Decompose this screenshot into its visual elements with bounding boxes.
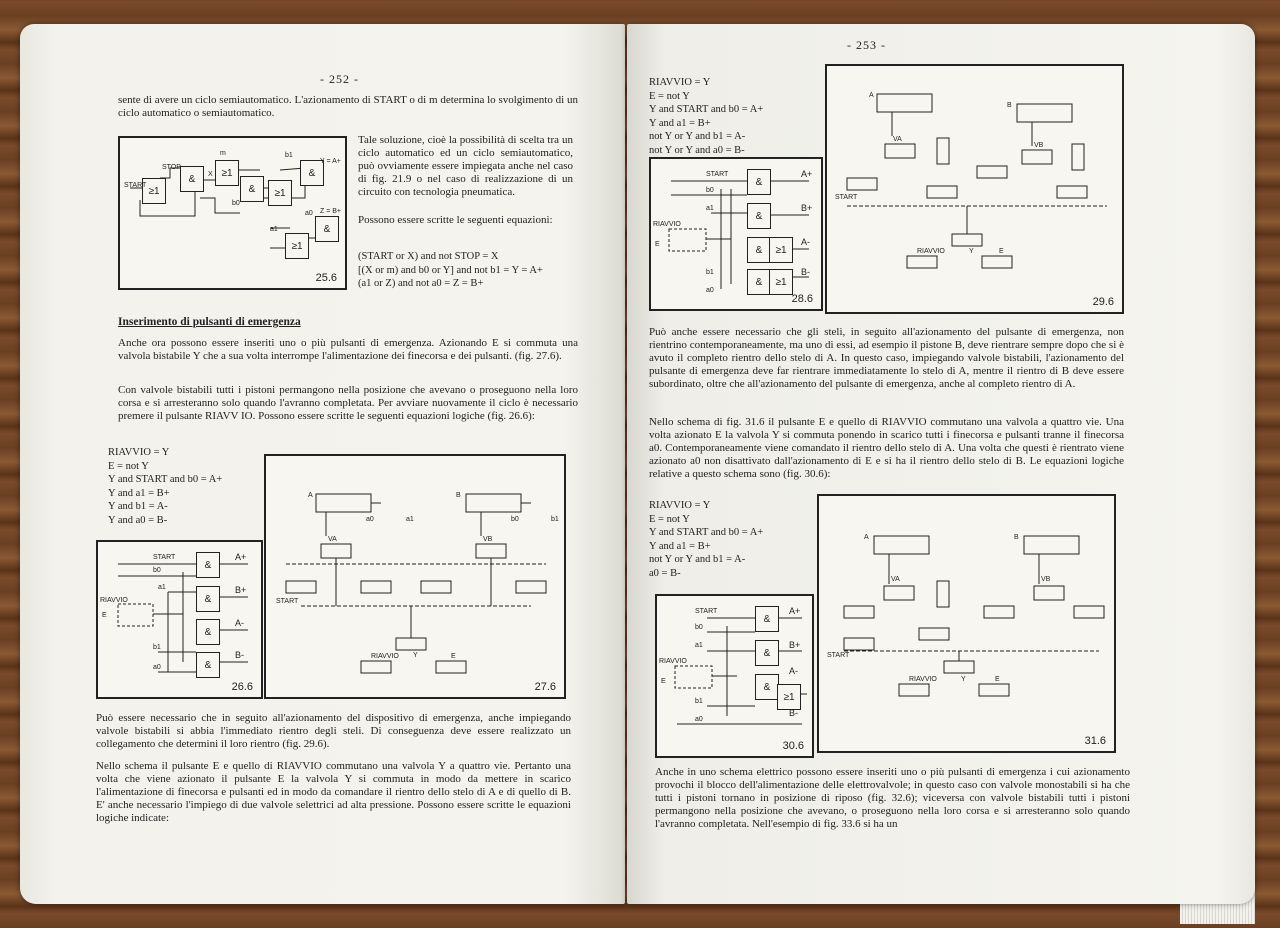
figure-26-6: [96, 540, 263, 699]
and-gate: &: [315, 216, 339, 242]
figure-label: 28.6: [791, 293, 813, 305]
button-label: START: [827, 652, 850, 659]
signal-label: a1: [695, 642, 703, 649]
intro-text: sente di avere un ciclo semiautomatico. L'azionamento di START o di m determina lo svolgimento di un ciclo automatico o semiautomatico.: [118, 94, 578, 119]
signal-label: E: [102, 612, 107, 619]
equations-list: [108, 446, 268, 527]
equation: E = not Y: [649, 90, 690, 102]
figure-label: 30.6: [782, 740, 804, 752]
pneumatic-diagram-29-6: [827, 66, 1122, 312]
or-gate: ≥1: [777, 684, 801, 710]
output-label: Y = A+: [320, 158, 341, 165]
cylinder-label: A: [308, 492, 313, 499]
equation: not Y or Y and b1 = A-: [649, 554, 746, 565]
paragraph-3: Può essere necessario che in seguito all'azionamento del dispositivo di emergenza, anche impiegando valvole bistabili si abbia l'immediato rientro degli steli. Di conseguenza deve essere realizzato un collegamento che determini il loro rientro (fig. 29.6).: [96, 712, 571, 750]
button-label: RIAVVIO: [917, 248, 945, 255]
signal-label: b1: [285, 152, 293, 159]
equation: Y and START and b0 = A+: [649, 104, 764, 115]
paragraph-4: Nello schema il pulsante E e quello di RIAVVIO commutano una valvola Y a quattro vie. Pertanto una volta che viene azionato il pulsante E la valvola Y si commuta in modo da mettere in scarico l'alimentazione di finecorsa e pulsanti ed in modo da comandare il rientro dello stelo di A e di quello di B. E' anche necessario l'impiego di due valvole selettrici ad alta pressione. Possono essere scritte le equazioni logiche indicate:: [96, 760, 571, 824]
equation: (START or X) and not STOP = X: [358, 251, 499, 262]
paragraph-1: Può anche essere necessario che gli steli, in seguito all'azionamento del pulsante di emergenza, non rientrino contemporaneamente, ma uno di essi, ad esempio il pistone B, deve rientrare sempre dopo che si è avuto il completo rientro dello stelo di A. In questo caso, impiegando valvole bistabili, l'azionamento del pulsante di emergenza deve far rientrare immediatamente lo stelo di A, mentre il rientro di B deve essere subordinato, oltre che all'azionamento del pulsante di emergenza, anche al completo rientro di A.: [649, 326, 1124, 390]
and-gate: &: [240, 176, 264, 202]
sensor-label: b0: [511, 516, 519, 523]
and-gate: &: [196, 652, 220, 678]
output-label: B+: [789, 640, 801, 650]
signal-label: b1: [695, 698, 703, 705]
equation: Y and a0 = B-: [108, 514, 168, 526]
cylinder-label: B: [1007, 102, 1012, 109]
valve-label: VB: [1034, 142, 1044, 149]
equation: a0 = B-: [649, 567, 681, 579]
signal-label: START: [153, 554, 176, 561]
output-label: B+: [801, 203, 813, 213]
figure-28-6: [649, 157, 823, 311]
and-gate: &: [747, 203, 771, 229]
and-gate: &: [196, 619, 220, 645]
and-gate: &: [196, 552, 220, 578]
and-gate: &: [747, 237, 771, 263]
figure-29-6: [825, 64, 1124, 314]
equations-top: [358, 250, 578, 291]
or-gate: ≥1: [142, 178, 166, 204]
paragraph-1: Anche ora possono essere inseriti uno o più pulsanti di emergenza. Azionando E si commuta una valvola bistabile Y che a sua volta interrompe l'alimentazione dei finecorsa e dei pulsanti. (fig. 27.6).: [118, 337, 578, 362]
output-label: Z = B+: [320, 208, 342, 215]
valve-label: Y: [413, 652, 418, 659]
output-label: A+: [801, 169, 813, 179]
and-gate: &: [196, 586, 220, 612]
signal-label: START: [706, 171, 729, 178]
signal-label: b0: [695, 624, 703, 631]
right-page: [627, 24, 1255, 904]
signal-label: b0: [232, 200, 240, 207]
equation: Y and a1 = B+: [649, 117, 711, 129]
signal-label: a0: [706, 287, 714, 294]
cylinder-label: A: [864, 534, 869, 541]
button-label: RIAVVIO: [371, 653, 399, 660]
output-label: B-: [789, 708, 798, 718]
side-text-2: Possono essere scritte le seguenti equazioni:: [358, 214, 553, 226]
equation: Y and START and b0 = A+: [649, 527, 764, 538]
and-gate: &: [180, 166, 204, 192]
and-gate: &: [747, 169, 771, 195]
signal-label: a0: [153, 664, 161, 671]
figure-label: 29.6: [1092, 296, 1114, 308]
sensor-label: a1: [406, 516, 414, 523]
equation: Y and a1 = B+: [649, 540, 711, 552]
figure-25-6: [118, 136, 347, 290]
signal-label: a1: [270, 226, 278, 233]
figure-30-6: [655, 594, 814, 758]
figure-label: 26.6: [231, 681, 253, 693]
cylinder-label: B: [456, 492, 461, 499]
signal-label: a1: [706, 205, 714, 212]
or-gate: ≥1: [769, 237, 793, 263]
figure-label: 27.6: [534, 681, 556, 693]
equation: RIAVVIO = Y: [649, 77, 711, 88]
equation: (a1 or Z) and not a0 = Z = B+: [358, 278, 484, 289]
and-gate: &: [755, 674, 779, 700]
or-gate: ≥1: [215, 160, 239, 186]
sensor-label: b1: [551, 516, 559, 523]
paragraph-2: Con valvole bistabili tutti i pistoni permangono nella posizione che avevano o proseguono nella loro corsa e si arresteranno solo quando l'avranno completata. Per avviare nuovamente il ciclo è necessario premere il pulsante RIAVV IO. Possono essere scritte le seguenti equazioni logiche (fig. 26.6):: [118, 384, 578, 422]
valve-label: VB: [483, 536, 493, 543]
signal-label: X: [208, 171, 213, 178]
signal-label: START: [124, 182, 147, 189]
valve-label: VB: [1041, 576, 1051, 583]
equation: RIAVVIO = Y: [649, 500, 711, 511]
and-gate: &: [300, 160, 324, 186]
valve-label: Y: [969, 248, 974, 255]
output-label: B-: [801, 267, 810, 277]
equation: not Y or Y and a0 = B-: [649, 144, 745, 156]
button-label: RIAVVIO: [909, 676, 937, 683]
logic-diagram-30-6: [657, 596, 812, 756]
or-gate: ≥1: [268, 180, 292, 206]
valve-label: VA: [328, 536, 337, 543]
paragraph-3: Anche in uno schema elettrico possono essere inseriti uno o più pulsanti di emergenza i cui azionamento provochi il blocco dell'alimentazione delle elettrovalvole; in questo caso con valvole monostabili si ha che tutti i pistoni tornano in posizione di riposo (fig. 32.6); viceversa con valvole bistabili tutti i pistoni permangono nella posizione che avevano, o proseguono nella loro corsa e si arresteranno solo quando l'avranno completata. Nell'esempio di fig. 33.6 si ha un: [655, 766, 1130, 830]
and-gate: &: [755, 606, 779, 632]
output-label: A-: [801, 237, 810, 247]
equation: E = not Y: [108, 460, 149, 472]
logic-diagram-28-6: [651, 159, 821, 309]
and-gate: &: [755, 640, 779, 666]
figure-27-6: [264, 454, 566, 699]
paragraph-2: Nello schema di fig. 31.6 il pulsante E e quello di RIAVVIO commutano una valvola a quattro vie. Una volta azionato E la valvola Y si commuta ponendo in scarico tutti i finecorsa e pulsanti tranne il finecorsa a0. Contemporaneamente viene comandato il rientro dello stelo di A. Una volta che questi è rientrato viene azionato a0 non disattivato dall'azionamento di E e si ha il rientro dello stelo di B. Le equazioni logiche relative a questo schema sono (fig. 30.6):: [649, 416, 1124, 480]
equations-mid: [649, 499, 819, 580]
signal-label: E: [661, 678, 666, 685]
equation: Y and b1 = A-: [108, 501, 168, 512]
figure-label: 31.6: [1084, 735, 1106, 747]
figure-31-6: [817, 494, 1116, 753]
output-label: B-: [235, 650, 244, 660]
page-number: - 253 -: [847, 38, 886, 52]
or-gate: ≥1: [769, 269, 793, 295]
signal-label: a0: [695, 716, 703, 723]
valve-label: Y: [961, 676, 966, 683]
signal-label: RIAVVIO: [659, 658, 687, 665]
or-gate: ≥1: [285, 233, 309, 259]
equation: Y and START and b0 = A+: [108, 474, 223, 485]
valve-label: VA: [891, 576, 900, 583]
button-label: START: [276, 598, 299, 605]
signal-label: b1: [153, 644, 161, 651]
signal-label: b1: [706, 269, 714, 276]
signal-label: START: [695, 608, 718, 615]
signal-label: RIAVVIO: [653, 221, 681, 228]
side-text: Tale soluzione, cioè la possibilità di scelta tra un ciclo automatico ed un ciclo semiautomatico, può ovviamente essere impiegata anche nel caso di fig. 21.9 o nel caso di realizzazione di un circuito con tecnologia pneumatica.: [358, 134, 573, 198]
signal-label: STOP: [162, 164, 181, 171]
valve-label: VA: [893, 136, 902, 143]
left-page: [20, 24, 625, 904]
output-label: A-: [789, 666, 798, 676]
button-label: E: [451, 653, 456, 660]
button-label: START: [835, 194, 858, 201]
signal-label: a1: [158, 584, 166, 591]
output-label: A+: [235, 552, 247, 562]
page-number: - 252 -: [320, 72, 359, 86]
cylinder-label: A: [869, 92, 874, 99]
open-book: [20, 24, 1255, 924]
equation: E = not Y: [649, 513, 690, 525]
signal-label: b0: [153, 567, 161, 574]
equation: Y and a1 = B+: [108, 487, 170, 499]
cylinder-label: B: [1014, 534, 1019, 541]
signal-label: a0: [305, 210, 313, 217]
signal-label: m: [220, 150, 226, 157]
signal-label: RIAVVIO: [100, 597, 128, 604]
output-label: A-: [235, 618, 244, 628]
output-label: A+: [789, 606, 801, 616]
signal-label: E: [655, 241, 660, 248]
equation: RIAVVIO = Y: [108, 447, 170, 458]
output-label: B+: [235, 585, 247, 595]
button-label: E: [995, 676, 1000, 683]
section-heading: Inserimento di pulsanti di emergenza: [118, 316, 301, 328]
button-label: E: [999, 248, 1004, 255]
equation: [(X or m) and b0 or Y] and not b1 = Y = A+: [358, 264, 543, 276]
equation: not Y or Y and b1 = A-: [649, 131, 746, 142]
signal-label: b0: [706, 187, 714, 194]
equations-top: [649, 76, 809, 157]
sensor-label: a0: [366, 516, 374, 523]
figure-label: 25.6: [315, 272, 337, 284]
and-gate: &: [747, 269, 771, 295]
